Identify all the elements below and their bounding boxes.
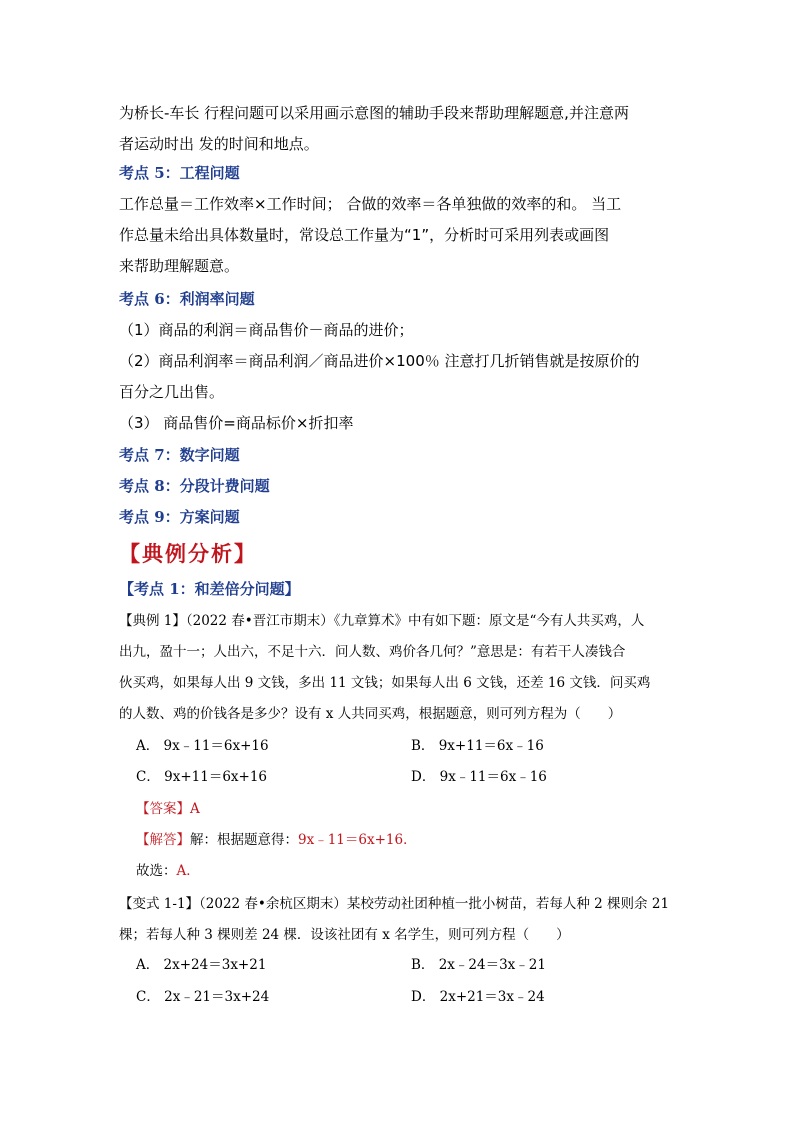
kaodian-5-heading: 考点 5：工程问题 <box>119 164 240 182</box>
kaodian-6-item-1: （1）商品的利润＝商品售价－商品的进价； <box>119 321 414 339</box>
variant-1-1-choice-a: A． 2x+24＝3x+21 <box>136 957 267 973</box>
intro-line-2: 者运动时出 发的时间和地点。 <box>119 135 319 153</box>
kaodian-9-heading: 考点 9：方案问题 <box>119 508 240 526</box>
example-1-solution <box>136 826 417 854</box>
example-1-line-4: 的人数、鸡的价钱各是多少？设有 x 人共同买鸡，根据题意，则可列方程为（ ） <box>119 706 622 722</box>
intro-line-1: 为桥长-车长 行程问题可以采用画示意图的辅助手段来帮助理解题意,并注意两 <box>119 104 629 122</box>
sub-heading-kaodian-1: 【考点 1：和差倍分问题】 <box>119 580 300 598</box>
kaodian-8-heading: 考点 8：分段计费问题 <box>119 477 270 495</box>
solution-equation: 9x﹣11＝6x+16． <box>298 832 417 848</box>
solution-label: 【解答】 <box>136 832 190 848</box>
example-1-conclusion <box>136 857 200 885</box>
kaodian-6-body <box>119 315 679 439</box>
kaodian-6-item-3: （3） 商品售价=商品标价×折扣率 <box>119 414 354 432</box>
example-1-choice-a: A． 9x﹣11＝6x+16 <box>136 738 269 754</box>
variant-1-1-line-2: 棵；若每人种 3 棵则差 24 棵．设该社团有 x 名学生，则可列方程（ ） <box>119 927 570 943</box>
example-1-line-1: 【典例 1】（2022 春•晋江市期末）《九章算术》中有如下题：原文是“今有人共买鸡，人 <box>119 613 645 629</box>
example-1-choice-d: D． 9x﹣11＝6x﹣16 <box>411 769 547 785</box>
variant-1-1-choice-b: B． 2x﹣24＝3x﹣21 <box>411 957 546 973</box>
variant-1-1-choice-d: D． 2x+21＝3x﹣24 <box>411 989 545 1005</box>
variant-1-1-choice-c: C． 2x﹣21＝3x+24 <box>136 989 270 1005</box>
answer-value: A <box>190 801 200 817</box>
kaodian-5-line-3: 来帮助理解题意。 <box>119 257 240 275</box>
example-1-choice-b: B． 9x+11＝6x﹣16 <box>411 738 544 754</box>
kaodian-5-body <box>119 189 679 282</box>
kaodian-6-item-2-line-2: 百分之几出售。 <box>119 383 225 401</box>
variant-1-1-line-1: 【变式 1-1】（2022 春•余杭区期末）某校劳动社团种植一批小树苗，若每人种 2 棵则余 21 <box>119 896 670 912</box>
example-1-answer <box>136 795 200 823</box>
answer-label: 【答案】 <box>136 801 190 817</box>
kaodian-7-heading: 考点 7：数字问题 <box>119 446 240 464</box>
intro-paragraph <box>119 98 679 160</box>
kaodian-5-line-1: 工作总量＝工作效率×工作时间； 合做的效率＝各单独做的效率的和。 当工 <box>119 195 622 213</box>
example-1-line-2: 出九，盈十一；人出六，不足十六．问人数、鸡价各几何？”意思是：有若干人凑钱合 <box>119 644 626 660</box>
example-1-line-3: 伙买鸡，如果每人出 9 文钱，多出 11 文钱；如果每人出 6 文钱，还差 16 文钱．问买鸡 <box>119 675 651 691</box>
kaodian-6-item-2-line-1: （2）商品利润率＝商品利润／商品进价×100％ 注意打几折销售就是按原价的 <box>119 352 640 370</box>
variant-1-1-stem <box>119 889 679 951</box>
kaodian-5-line-2: 作总量未给出具体数量时，常设总工作量为“1”，分析时可采用列表或画图 <box>119 226 610 244</box>
example-1-stem <box>119 606 679 730</box>
conclusion-value: A． <box>176 863 200 879</box>
conclusion-text: 故选： <box>136 863 177 879</box>
solution-text: 解：根据题意得： <box>190 832 298 848</box>
kaodian-6-heading: 考点 6：利润率问题 <box>119 290 255 308</box>
section-title-example-analysis: 【典例分析】 <box>119 541 257 566</box>
example-1-choice-c: C． 9x+11＝6x+16 <box>136 769 268 785</box>
